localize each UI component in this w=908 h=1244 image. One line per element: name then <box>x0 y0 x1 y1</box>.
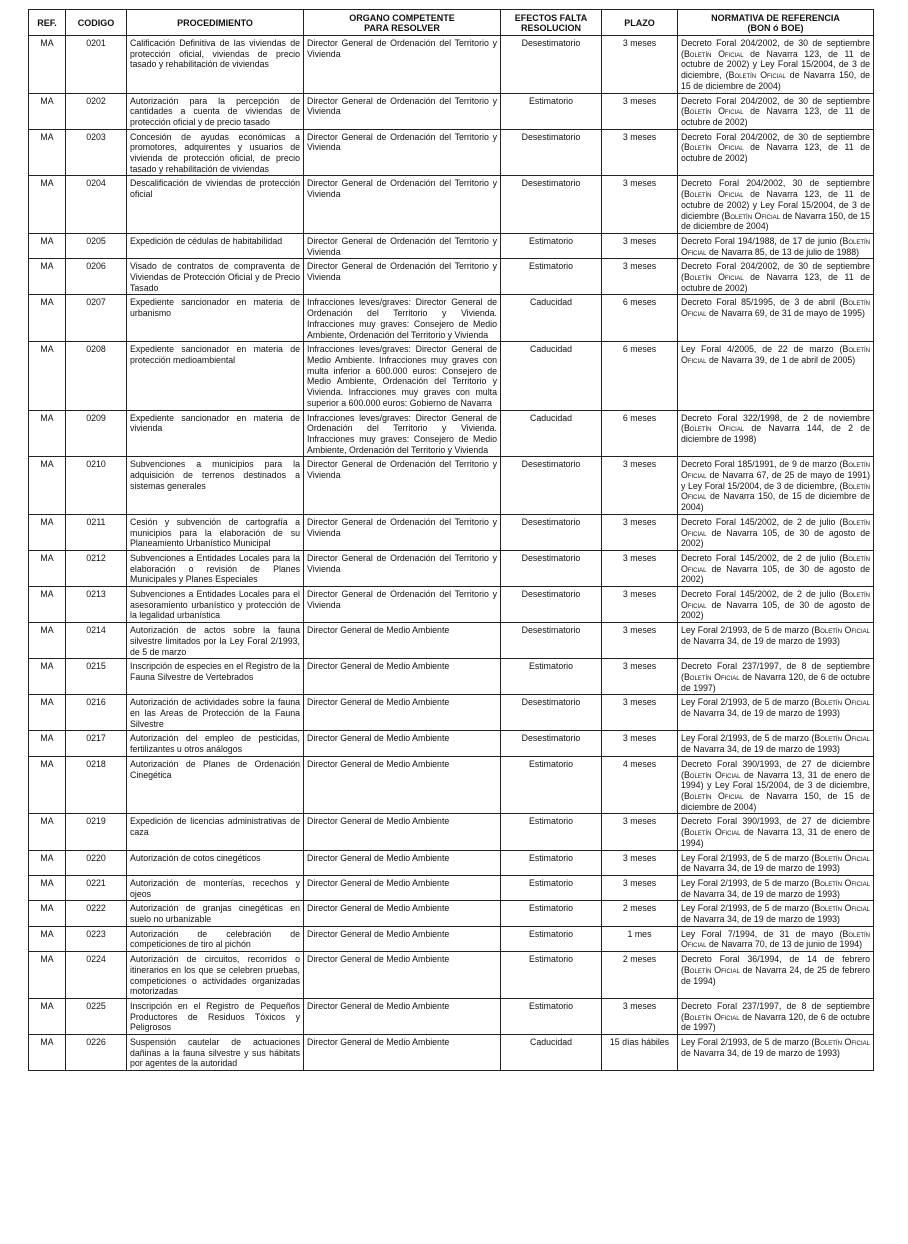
plazo-cell: 3 meses <box>602 457 678 515</box>
organo-cell: Director General de Ordenación del Territorio y Vivienda <box>304 550 501 586</box>
bulletin-name: Boletín Oficial <box>683 272 744 283</box>
codigo-cell: 0212 <box>66 550 127 586</box>
codigo-cell: 0224 <box>66 952 127 999</box>
table-row <box>29 514 874 550</box>
organo-cell: Director General de Medio Ambiente <box>304 814 501 850</box>
table-row <box>29 259 874 295</box>
normativa-cell: Decreto Foral 145/2002, de 2 de julio (Boletín Oficial de Navarra 105, de 30 de agosto de 2002) <box>678 550 874 586</box>
organo-cell: Director General de Ordenación del Territorio y Vivienda <box>304 176 501 234</box>
bulletin-name: Boletín Oficial <box>683 48 744 59</box>
plazo-cell: 3 meses <box>602 695 678 731</box>
normativa-cell: Decreto Foral 204/2002, de 30 de septiembre (Boletín Oficial de Navarra 123, de 11 de octubre de 2002) <box>678 93 874 129</box>
table-row <box>29 1035 874 1071</box>
organo-cell: Director General de Ordenación del Territorio y Vivienda <box>304 587 501 623</box>
normativa-cell: Decreto Foral 185/1991, de 9 de marzo (Boletín Oficial de Navarra 67, de 25 de mayo de 1991) y Ley Foral 15/2004, de 3 de diciembre, (Boletín Oficial de Navarra 150, de 15 de diciembre de 2004) <box>678 457 874 515</box>
organo-cell: Director General de Medio Ambiente <box>304 901 501 926</box>
procedimiento-cell: Expediente sancionador en materia de protección medioambiental <box>127 342 304 410</box>
codigo-cell: 0221 <box>66 875 127 900</box>
codigo-cell: 0225 <box>66 998 127 1034</box>
ref-cell: MA <box>29 731 66 756</box>
ref-cell: MA <box>29 814 66 850</box>
efectos-cell: Desestimatorio <box>501 623 602 659</box>
efectos-cell: Desestimatorio <box>501 550 602 586</box>
ref-cell: MA <box>29 93 66 129</box>
plazo-cell: 3 meses <box>602 259 678 295</box>
efectos-cell: Caducidad <box>501 410 602 457</box>
table-row <box>29 875 874 900</box>
bulletin-name: Boletín Oficial <box>683 791 744 801</box>
plazo-cell: 6 meses <box>602 410 678 457</box>
table-row <box>29 814 874 850</box>
ref-cell: MA <box>29 410 66 457</box>
table-row <box>29 550 874 586</box>
organo-cell: Director General de Medio Ambiente <box>304 952 501 999</box>
efectos-cell: Desestimatorio <box>501 129 602 176</box>
ref-cell: MA <box>29 342 66 410</box>
codigo-cell: 0213 <box>66 587 127 623</box>
plazo-cell: 15 días hábiles <box>602 1035 678 1071</box>
bulletin-name: Boletín Oficial <box>681 459 870 481</box>
ref-cell: MA <box>29 901 66 926</box>
organo-cell: Director General de Ordenación del Territorio y Vivienda <box>304 129 501 176</box>
bulletin-name: Boletín Oficial <box>681 552 870 574</box>
efectos-cell: Caducidad <box>501 342 602 410</box>
codigo-cell: 0205 <box>66 233 127 258</box>
normativa-cell: Decreto Foral 204/2002, de 30 de septiembre (Boletín Oficial de Navarra 123, de 11 de octubre de 2002) y Ley Foral 15/2004, de 3 de diciembre, (Boletín Oficial de Navarra 150, de 15 de diciembre de 2004) <box>678 36 874 94</box>
normativa-cell: Decreto Foral 204/2002, 30 de septiembre (Boletín Oficial de Navarra 123, de 11 de octubre de 2002) y Ley Foral 15/2004, de 3 de diciembre (Boletín Oficial de Navarra 150, de 15 de diciembre de 2004) <box>678 176 874 234</box>
table-body <box>29 36 874 1071</box>
efectos-cell: Estimatorio <box>501 756 602 814</box>
codigo-cell: 0214 <box>66 623 127 659</box>
organo-cell: Director General de Ordenación del Territorio y Vivienda <box>304 259 501 295</box>
plazo-cell: 6 meses <box>602 342 678 410</box>
normativa-cell: Decreto Foral 204/2002, de 30 de septiembre (Boletín Oficial de Navarra 123, de 11 de octubre de 2002) <box>678 129 874 176</box>
bulletin-name: Boletín Oficial <box>683 964 740 975</box>
procedimiento-cell: Autorización de celebración de competiciones de tiro al pichón <box>127 926 304 951</box>
codigo-cell: 0218 <box>66 756 127 814</box>
efectos-cell: Desestimatorio <box>501 587 602 623</box>
procedimiento-cell: Visado de contratos de compraventa de Viviendas de Protección Oficial y de Precio Tasado <box>127 259 304 295</box>
normativa-cell: Decreto Foral 36/1994, de 14 de febrero (Boletín Oficial de Navarra 24, de 25 de febrero de 1994) <box>678 952 874 999</box>
bulletin-name: Boletín Oficial <box>681 480 870 502</box>
table-row <box>29 587 874 623</box>
ref-cell: MA <box>29 875 66 900</box>
codigo-cell: 0211 <box>66 514 127 550</box>
efectos-cell: Caducidad <box>501 295 602 342</box>
procedimiento-cell: Cesión y subvención de cartografía a municipios para la elaboración de su Planeamiento Urbanístico Municipal <box>127 514 304 550</box>
bulletin-name: Boletín Oficial <box>681 516 870 538</box>
plazo-cell: 4 meses <box>602 756 678 814</box>
table-row <box>29 952 874 999</box>
codigo-cell: 0217 <box>66 731 127 756</box>
organo-cell: Infracciones leves/graves: Director General de Medio Ambiente. Infracciones muy graves con multa inferior a 600.000 euros: Consejero de Medio Ambiente, Ordenación del Territorio y Vivienda. Infracciones muy graves con multa superior a 600.000 euros: Gobierno de Navarra <box>304 342 501 410</box>
plazo-cell: 3 meses <box>602 875 678 900</box>
organo-cell: Director General de Ordenación del Territorio y Vivienda <box>304 233 501 258</box>
plazo-cell: 3 meses <box>602 659 678 695</box>
codigo-cell: 0209 <box>66 410 127 457</box>
efectos-cell: Estimatorio <box>501 926 602 951</box>
organo-cell: Infracciones leves/graves: Director General de Ordenación del Territorio y Vivienda. Infracciones muy graves: Consejero de Medio Ambiente, Ordenación del Territorio y Vivienda <box>304 295 501 342</box>
bulletin-name: Boletín Oficial <box>724 210 781 221</box>
procedimiento-cell: Autorización para la percepción de cantidades a cuenta de viviendas de protección oficial y de precio tasado <box>127 93 304 129</box>
codigo-cell: 0220 <box>66 850 127 875</box>
organo-cell: Director General de Ordenación del Territorio y Vivienda <box>304 93 501 129</box>
efectos-cell: Estimatorio <box>501 814 602 850</box>
plazo-cell: 3 meses <box>602 623 678 659</box>
ref-cell: MA <box>29 623 66 659</box>
codigo-cell: 0204 <box>66 176 127 234</box>
table-row <box>29 410 874 457</box>
ref-cell: MA <box>29 1035 66 1071</box>
header-efectos: EFECTOS FALTA RESOLUCION <box>501 10 602 36</box>
plazo-cell: 3 meses <box>602 176 678 234</box>
ref-cell: MA <box>29 129 66 176</box>
plazo-cell: 3 meses <box>602 36 678 94</box>
table-row <box>29 901 874 926</box>
plazo-cell: 2 meses <box>602 901 678 926</box>
procedimiento-cell: Expediente sancionador en materia de vivienda <box>127 410 304 457</box>
normativa-cell: Decreto Foral 390/1993, de 27 de diciembre (Boletín Oficial de Navarra 13, 31 de enero de 1994) <box>678 814 874 850</box>
normativa-cell: Ley Foral 2/1993, de 5 de marzo (Boletín Oficial de Navarra 34, de 19 de marzo de 1993) <box>678 901 874 926</box>
organo-cell: Director General de Ordenación del Territorio y Vivienda <box>304 514 501 550</box>
normativa-cell: Ley Foral 2/1993, de 5 de marzo (Boletín Oficial de Navarra 34, de 19 de marzo de 1993) <box>678 850 874 875</box>
bulletin-name: Boletín Oficial <box>683 827 741 838</box>
table-row <box>29 926 874 951</box>
organo-cell: Director General de Medio Ambiente <box>304 850 501 875</box>
bulletin-name: Boletín Oficial <box>683 769 741 780</box>
plazo-cell: 3 meses <box>602 93 678 129</box>
ref-cell: MA <box>29 659 66 695</box>
organo-cell: Director General de Medio Ambiente <box>304 731 501 756</box>
normativa-cell: Decreto Foral 204/2002, de 30 de septiembre (Boletín Oficial de Navarra 123, de 11 de octubre de 2002) <box>678 259 874 295</box>
efectos-cell: Desestimatorio <box>501 36 602 94</box>
bulletin-name: Boletín Oficial <box>681 297 870 319</box>
codigo-cell: 0202 <box>66 93 127 129</box>
procedures-table-sheet <box>28 9 873 1071</box>
bulletin-name: Boletín Oficial <box>814 625 870 636</box>
bulletin-name: Boletín Oficial <box>814 903 870 914</box>
normativa-cell: Decreto Foral 145/2002, de 2 de julio (Boletín Oficial de Navarra 105, de 30 de agosto de 2002) <box>678 514 874 550</box>
normativa-cell: Ley Foral 7/1994, de 31 de mayo (Boletín Oficial de Navarra 70, de 13 de junio de 1994) <box>678 926 874 951</box>
ref-cell: MA <box>29 756 66 814</box>
table-row <box>29 93 874 129</box>
normativa-cell: Decreto Foral 237/1997, de 8 de septiembre (Boletín Oficial de Navarra 120, de 6 de octubre de 1997) <box>678 998 874 1034</box>
plazo-cell: 3 meses <box>602 814 678 850</box>
codigo-cell: 0223 <box>66 926 127 951</box>
normativa-cell: Ley Foral 2/1993, de 5 de marzo (Boletín Oficial de Navarra 34, de 19 de marzo de 1993) <box>678 1035 874 1071</box>
procedimiento-cell: Autorización de actos sobre la fauna silvestre limitados por la Ley Foral 2/1993, de 5 de marzo <box>127 623 304 659</box>
procedimiento-cell: Autorización de cotos cinegéticos <box>127 850 304 875</box>
bulletin-name: Boletín Oficial <box>814 697 870 708</box>
ref-cell: MA <box>29 695 66 731</box>
efectos-cell: Estimatorio <box>501 93 602 129</box>
codigo-cell: 0210 <box>66 457 127 515</box>
bulletin-name: Boletín Oficial <box>683 106 744 117</box>
organo-cell: Director General de Medio Ambiente <box>304 695 501 731</box>
organo-cell: Director General de Ordenación del Territorio y Vivienda <box>304 457 501 515</box>
plazo-cell: 3 meses <box>602 731 678 756</box>
efectos-cell: Estimatorio <box>501 659 602 695</box>
normativa-cell: Decreto Foral 322/1998, de 2 de noviembre (Boletín Oficial de Navarra 144, de 2 de diciembre de 1998) <box>678 410 874 457</box>
bulletin-name: Boletín Oficial <box>681 235 870 257</box>
ref-cell: MA <box>29 233 66 258</box>
efectos-cell: Desestimatorio <box>501 731 602 756</box>
procedimiento-cell: Autorización de circuitos, recorridos o itinerarios en los que se celebren pruebas, competiciones o actividades organizadas motorizadas <box>127 952 304 999</box>
plazo-cell: 3 meses <box>602 998 678 1034</box>
ref-cell: MA <box>29 550 66 586</box>
efectos-cell: Desestimatorio <box>501 514 602 550</box>
efectos-cell: Estimatorio <box>501 998 602 1034</box>
normativa-cell: Ley Foral 4/2005, de 22 de marzo (Boletín Oficial de Navarra 39, de 1 de abril de 2005) <box>678 342 874 410</box>
bulletin-name: Boletín Oficial <box>814 852 870 863</box>
codigo-cell: 0226 <box>66 1035 127 1071</box>
bulletin-name: Boletín Oficial <box>814 877 870 888</box>
normativa-cell: Decreto Foral 194/1988, de 17 de junio (Boletín Oficial de Navarra 85, de 13 de julio de 1988) <box>678 233 874 258</box>
bulletin-name: Boletín Oficial <box>728 70 786 81</box>
table-row <box>29 998 874 1034</box>
bulletin-name: Boletín Oficial <box>814 733 870 744</box>
table-row <box>29 176 874 234</box>
plazo-cell: 3 meses <box>602 233 678 258</box>
normativa-cell: Ley Foral 2/1993, de 5 de marzo (Boletín Oficial de Navarra 34, de 19 de marzo de 1993) <box>678 623 874 659</box>
organo-cell: Director General de Medio Ambiente <box>304 926 501 951</box>
plazo-cell: 3 meses <box>602 587 678 623</box>
table-row <box>29 731 874 756</box>
efectos-cell: Desestimatorio <box>501 695 602 731</box>
ref-cell: MA <box>29 926 66 951</box>
table-row <box>29 623 874 659</box>
bulletin-name: Boletín Oficial <box>814 1037 870 1048</box>
table-row <box>29 342 874 410</box>
procedimiento-cell: Inscripción de especies en el Registro de la Fauna Silvestre de Vertebrados <box>127 659 304 695</box>
efectos-cell: Estimatorio <box>501 952 602 999</box>
header-plazo: PLAZO <box>602 10 678 36</box>
codigo-cell: 0201 <box>66 36 127 94</box>
efectos-cell: Estimatorio <box>501 901 602 926</box>
bulletin-name: Boletín Oficial <box>683 142 744 153</box>
ref-cell: MA <box>29 998 66 1034</box>
table-row <box>29 233 874 258</box>
efectos-cell: Caducidad <box>501 1035 602 1071</box>
efectos-cell: Estimatorio <box>501 850 602 875</box>
organo-cell: Director General de Medio Ambiente <box>304 875 501 900</box>
ref-cell: MA <box>29 176 66 234</box>
normativa-cell: Ley Foral 2/1993, de 5 de marzo (Boletín Oficial de Navarra 34, de 19 de marzo de 1993) <box>678 731 874 756</box>
plazo-cell: 1 mes <box>602 926 678 951</box>
organo-cell: Director General de Medio Ambiente <box>304 623 501 659</box>
header-procedimiento: PROCEDIMIENTO <box>127 10 304 36</box>
table-row <box>29 36 874 94</box>
bulletin-name: Boletín Oficial <box>683 189 744 200</box>
procedimiento-cell: Subvenciones a Entidades Locales para la elaboración o revisión de Planes Municipales y Planes Especiales <box>127 550 304 586</box>
organo-cell: Director General de Medio Ambiente <box>304 756 501 814</box>
organo-cell: Director General de Medio Ambiente <box>304 1035 501 1071</box>
procedimiento-cell: Subvenciones a Entidades Locales para el asesoramiento urbanístico y protección de la legalidad urbanística <box>127 587 304 623</box>
plazo-cell: 3 meses <box>602 129 678 176</box>
normativa-cell: Decreto Foral 390/1993, de 27 de diciembre (Boletín Oficial de Navarra 13, 31 de enero de 1994) y Ley Foral 15/2004, de 3 de diciembre, (Boletín Oficial de Navarra 150, de 15 de diciembre de 2004) <box>678 756 874 814</box>
procedimiento-cell: Autorización del empleo de pesticidas, fertilizantes u otros análogos <box>127 731 304 756</box>
organo-cell: Director General de Ordenación del Territorio y Vivienda <box>304 36 501 94</box>
procedures-table <box>28 9 874 1071</box>
procedimiento-cell: Expedición de cédulas de habitabilidad <box>127 233 304 258</box>
codigo-cell: 0216 <box>66 695 127 731</box>
table-row <box>29 659 874 695</box>
table-row <box>29 756 874 814</box>
organo-cell: Director General de Medio Ambiente <box>304 659 501 695</box>
plazo-cell: 3 meses <box>602 514 678 550</box>
ref-cell: MA <box>29 850 66 875</box>
organo-cell: Infracciones leves/graves: Director General de Ordenación del Territorio y Vivienda. Infracciones muy graves: Consejero de Medio Ambiente, Ordenación del Territorio y Vivienda <box>304 410 501 457</box>
procedimiento-cell: Subvenciones a municipios para la adquisición de terrenos destinados a sistemas generales <box>127 457 304 515</box>
ref-cell: MA <box>29 457 66 515</box>
header-normativa: NORMATIVA DE REFERENCIA (BON ó BOE) <box>678 10 874 36</box>
codigo-cell: 0206 <box>66 259 127 295</box>
normativa-cell: Decreto Foral 85/1995, de 3 de abril (Boletín Oficial de Navarra 69, de 31 de mayo de 1995) <box>678 295 874 342</box>
procedimiento-cell: Expedición de licencias administrativas de caza <box>127 814 304 850</box>
codigo-cell: 0215 <box>66 659 127 695</box>
organo-cell: Director General de Medio Ambiente <box>304 998 501 1034</box>
procedimiento-cell: Autorización de Planes de Ordenación Cinegética <box>127 756 304 814</box>
header-organo: ORGANO COMPETENTE PARA RESOLVER <box>304 10 501 36</box>
plazo-cell: 3 meses <box>602 550 678 586</box>
ref-cell: MA <box>29 587 66 623</box>
bulletin-name: Boletín Oficial <box>681 928 870 950</box>
codigo-cell: 0207 <box>66 295 127 342</box>
procedimiento-cell: Calificación Definitiva de las viviendas de protección oficial, viviendas de precio tasado y rehabilitación de viviendas <box>127 36 304 94</box>
procedimiento-cell: Suspensión cautelar de actuaciones dañinas a la fauna silvestre y sus hábitats por agentes de la autoridad <box>127 1035 304 1071</box>
normativa-cell: Ley Foral 2/1993, de 5 de marzo (Boletín Oficial de Navarra 34, de 19 de marzo de 1993) <box>678 875 874 900</box>
header-ref: REF. <box>29 10 66 36</box>
table-row <box>29 695 874 731</box>
header-row <box>29 10 874 36</box>
procedimiento-cell: Autorización de actividades sobre la fauna en las Areas de Protección de la Fauna Silvestre <box>127 695 304 731</box>
efectos-cell: Estimatorio <box>501 233 602 258</box>
bulletin-name: Boletín Oficial <box>683 671 740 682</box>
procedimiento-cell: Concesión de ayudas económicas a promotores, adquirentes y usuarios de vivienda de protección oficial, de precio tasado y rehabilitación de viviendas <box>127 129 304 176</box>
bulletin-name: Boletín Oficial <box>681 589 870 610</box>
codigo-cell: 0208 <box>66 342 127 410</box>
bulletin-name: Boletín Oficial <box>681 344 870 365</box>
plazo-cell: 6 meses <box>602 295 678 342</box>
procedimiento-cell: Expediente sancionador en materia de urbanismo <box>127 295 304 342</box>
table-row <box>29 129 874 176</box>
ref-cell: MA <box>29 514 66 550</box>
table-row <box>29 457 874 515</box>
normativa-cell: Decreto Foral 237/1997, de 8 de septiembre (Boletín Oficial de Navarra 120, de 6 de octubre de 1997) <box>678 659 874 695</box>
efectos-cell: Estimatorio <box>501 875 602 900</box>
efectos-cell: Desestimatorio <box>501 176 602 234</box>
efectos-cell: Estimatorio <box>501 259 602 295</box>
header-codigo: CODIGO <box>66 10 127 36</box>
ref-cell: MA <box>29 295 66 342</box>
efectos-cell: Desestimatorio <box>501 457 602 515</box>
ref-cell: MA <box>29 952 66 999</box>
procedimiento-cell: Inscripción en el Registro de Pequeños Productores de Residuos Tóxicos y Peligrosos <box>127 998 304 1034</box>
normativa-cell: Ley Foral 2/1993, de 5 de marzo (Boletín Oficial de Navarra 34, de 19 de marzo de 1993) <box>678 695 874 731</box>
codigo-cell: 0203 <box>66 129 127 176</box>
codigo-cell: 0222 <box>66 901 127 926</box>
plazo-cell: 3 meses <box>602 850 678 875</box>
procedimiento-cell: Autorización de granjas cinegéticas en suelo no urbanizable <box>127 901 304 926</box>
normativa-cell: Decreto Foral 145/2002, de 2 de julio (Boletín Oficial de Navarra 105, de 30 de agosto de 2002) <box>678 587 874 623</box>
codigo-cell: 0219 <box>66 814 127 850</box>
procedimiento-cell: Descalificación de viviendas de protección oficial <box>127 176 304 234</box>
bulletin-name: Boletín Oficial <box>683 423 745 434</box>
procedimiento-cell: Autorización de monterías, recechos y ojeos <box>127 875 304 900</box>
plazo-cell: 2 meses <box>602 952 678 999</box>
ref-cell: MA <box>29 36 66 94</box>
table-row <box>29 295 874 342</box>
ref-cell: MA <box>29 259 66 295</box>
table-row <box>29 850 874 875</box>
bulletin-name: Boletín Oficial <box>683 1011 740 1022</box>
